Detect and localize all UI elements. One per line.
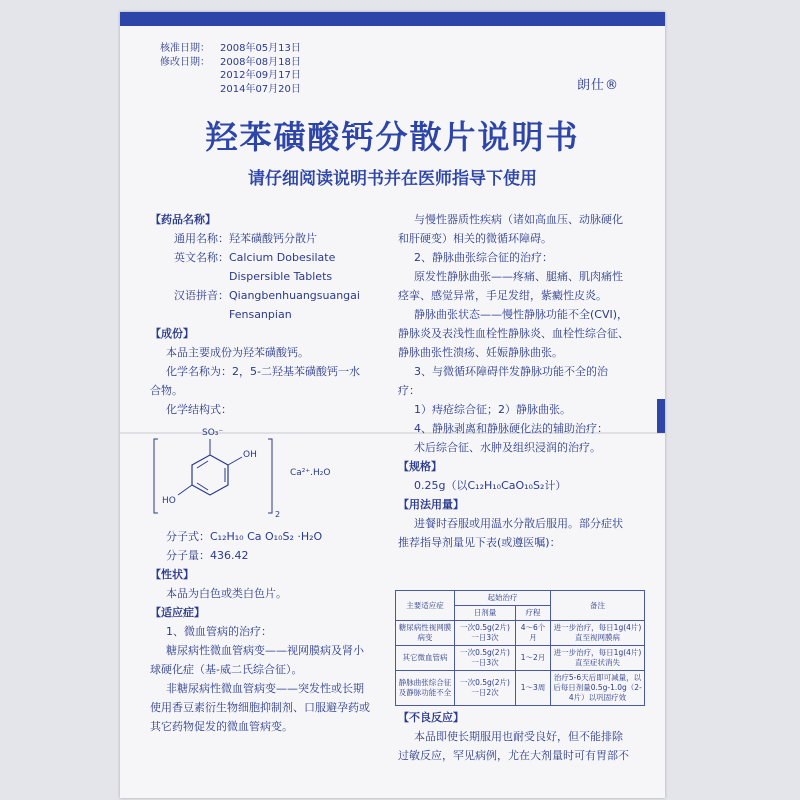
- chemical-structure: [150, 425, 385, 523]
- section-heading: 【成份】: [150, 327, 194, 340]
- table-cell: 1～2月: [516, 646, 551, 671]
- revise-date: 2008年08月18日: [220, 56, 301, 68]
- table-cell: 进一步治疗，每日1g(4片)直至症状消失: [551, 646, 645, 671]
- paragraph: 本品为白色或类白色片。: [166, 587, 287, 600]
- table-cell: 一次0.5g(2片)一日3次: [455, 621, 516, 646]
- paragraph: 化学名称为：2，5-二羟基苯磺酸钙一水: [166, 365, 360, 378]
- table-cell: 一次0.5g(2片)一日2次: [455, 671, 516, 706]
- adverse-reactions: [398, 708, 648, 765]
- paragraph: 化学结构式：: [166, 403, 232, 416]
- paragraph: 0.25g（以C₁₂H₁₀CaO₁₀S₂计）: [414, 479, 567, 492]
- section-heading: 【药品名称】: [150, 213, 216, 226]
- table-header: 日剂量: [455, 606, 516, 621]
- table-cell: 进一步治疗，每日1g(4片)直至视网膜病: [551, 621, 645, 646]
- section-heading: 【规格】: [398, 460, 442, 473]
- table-row: [396, 621, 645, 646]
- field-label: 汉语拼音：: [174, 289, 229, 302]
- paragraph: 1）痔疮综合征；2）静脉曲张。: [414, 403, 571, 416]
- structure-label: SO₃⁻: [202, 428, 224, 438]
- revise-date-label: 修改日期：: [160, 56, 210, 68]
- paragraph: 分子量：436.42: [166, 549, 249, 562]
- top-color-bar: [120, 12, 665, 26]
- field-value: Dispersible Tablets: [229, 270, 333, 283]
- structure-label: Ca²⁺.H₂O: [290, 468, 331, 478]
- table-row: [396, 646, 645, 671]
- structure-label: 2: [275, 510, 281, 519]
- date-block: [160, 42, 301, 96]
- paragraph: 过敏反应，罕见病例，尤在大剂量时可有胃部不: [398, 749, 629, 762]
- approve-date: 2008年05月13日: [220, 43, 301, 54]
- table-cell: 静脉曲张综合征及静脉功能不全: [396, 671, 455, 706]
- paragraph: 2、静脉曲张综合征的治疗：: [414, 251, 553, 264]
- section-heading: 【性状】: [150, 568, 194, 581]
- table-header: 备注: [551, 591, 645, 621]
- leaflet-page: [120, 12, 665, 798]
- table-cell: 其它微血管病: [396, 646, 455, 671]
- table-cell: 4～6个月: [516, 621, 551, 646]
- dosage-table: [395, 590, 645, 706]
- structure-diagram: [150, 425, 380, 523]
- table-header: 主要适应症: [396, 591, 455, 621]
- paragraph: 静脉曲张状态——慢性静脉功能不全(CVI)，: [414, 308, 629, 321]
- paragraph: 非糖尿病性微血管病变——突发性或长期: [166, 682, 364, 695]
- paragraph: 与慢性器质性疾病（诸如高血压、动脉硬化: [414, 213, 623, 226]
- section-heading: 【适应症】: [150, 606, 205, 619]
- field-value: 羟苯磺酸钙分散片: [229, 232, 317, 245]
- approve-date-label: 核准日期：: [160, 43, 210, 54]
- side-mark: [657, 399, 665, 433]
- table-cell: 1～3周: [516, 671, 551, 706]
- paragraph: 合物。: [150, 384, 183, 397]
- field-value: Fensanpian: [229, 308, 292, 321]
- field-label: 英文名称：: [174, 251, 229, 264]
- table-header: 疗程: [516, 606, 551, 621]
- paragraph: 使用香豆素衍生物细胞抑制剂、口服避孕药或: [150, 701, 370, 714]
- brand-name: 朗仕®: [577, 78, 620, 93]
- table-cell: 糖尿病性视网膜病变: [396, 621, 455, 646]
- paragraph: 痉挛、感觉异常，手足发绀，紫癜性皮炎。: [398, 289, 607, 302]
- table-cell: 一次0.5g(2片)一日3次: [455, 646, 516, 671]
- field-label: 通用名称：: [174, 232, 229, 245]
- paragraph: 本品即使长期服用也耐受良好，但不能排除: [414, 730, 623, 743]
- document-subtitle: 请仔细阅读说明书并在医师指导下使用: [248, 169, 537, 189]
- paragraph: 3、与微循环障碍伴发静脉功能不全的治: [414, 365, 608, 378]
- table-row: [396, 671, 645, 706]
- paragraph: 1、微血管病的治疗：: [166, 625, 272, 638]
- left-column: [150, 210, 385, 736]
- section-heading: 【用法用量】: [398, 498, 464, 511]
- revise-date: 2014年07月20日: [220, 83, 301, 95]
- paragraph: 本品主要成份为羟苯磺酸钙。: [166, 346, 309, 359]
- table-cell: 治疗5-6天后即可减量，以后每日剂量0.5g-1.0g（2-4片）以巩固疗效: [551, 671, 645, 706]
- paragraph: 球硬化症（基-威二氏综合征）。: [150, 663, 303, 676]
- field-value: Calcium Dobesilate: [229, 251, 336, 264]
- paragraph: 静脉曲张性溃疡、妊娠静脉曲张。: [398, 346, 563, 359]
- paragraph: 分子式：C₁₂H₁₀ Ca O₁₀S₂ ·H₂O: [166, 530, 323, 543]
- paragraph: 原发性静脉曲张——疼痛、腿痛、肌肉痛性: [414, 270, 623, 283]
- paragraph: 4、静脉剥离和静脉硬化法的辅助治疗：: [414, 422, 608, 435]
- structure-label: HO: [162, 496, 176, 506]
- paragraph: 推荐指导剂量见下表(或遵医嘱)：: [398, 536, 561, 549]
- paragraph: 疗：: [398, 384, 420, 397]
- paragraph: 术后综合征、水肿及组织浸润的治疗。: [414, 441, 601, 454]
- table-header: 起始治疗: [455, 591, 551, 606]
- section-heading: 【不良反应】: [398, 711, 464, 724]
- revise-date: 2012年09月17日: [220, 70, 301, 81]
- field-value: Qiangbenhuangsuangai: [229, 289, 360, 302]
- paragraph: 静脉炎及表浅性血栓性静脉炎、血栓性综合征、: [398, 327, 629, 340]
- paragraph: 和肝硬变）相关的微循环障碍。: [398, 232, 552, 245]
- paragraph: 糖尿病性微血管病变——视网膜病及肾小: [166, 644, 364, 657]
- paragraph: 进餐时吞服或用温水分散后服用。部分症状: [414, 517, 623, 530]
- structure-label: OH: [243, 450, 257, 460]
- right-column: [398, 210, 648, 552]
- paragraph: 其它药物促发的微血管病变。: [150, 720, 293, 733]
- document-title: 羟苯磺酸钙分散片说明书: [205, 118, 580, 156]
